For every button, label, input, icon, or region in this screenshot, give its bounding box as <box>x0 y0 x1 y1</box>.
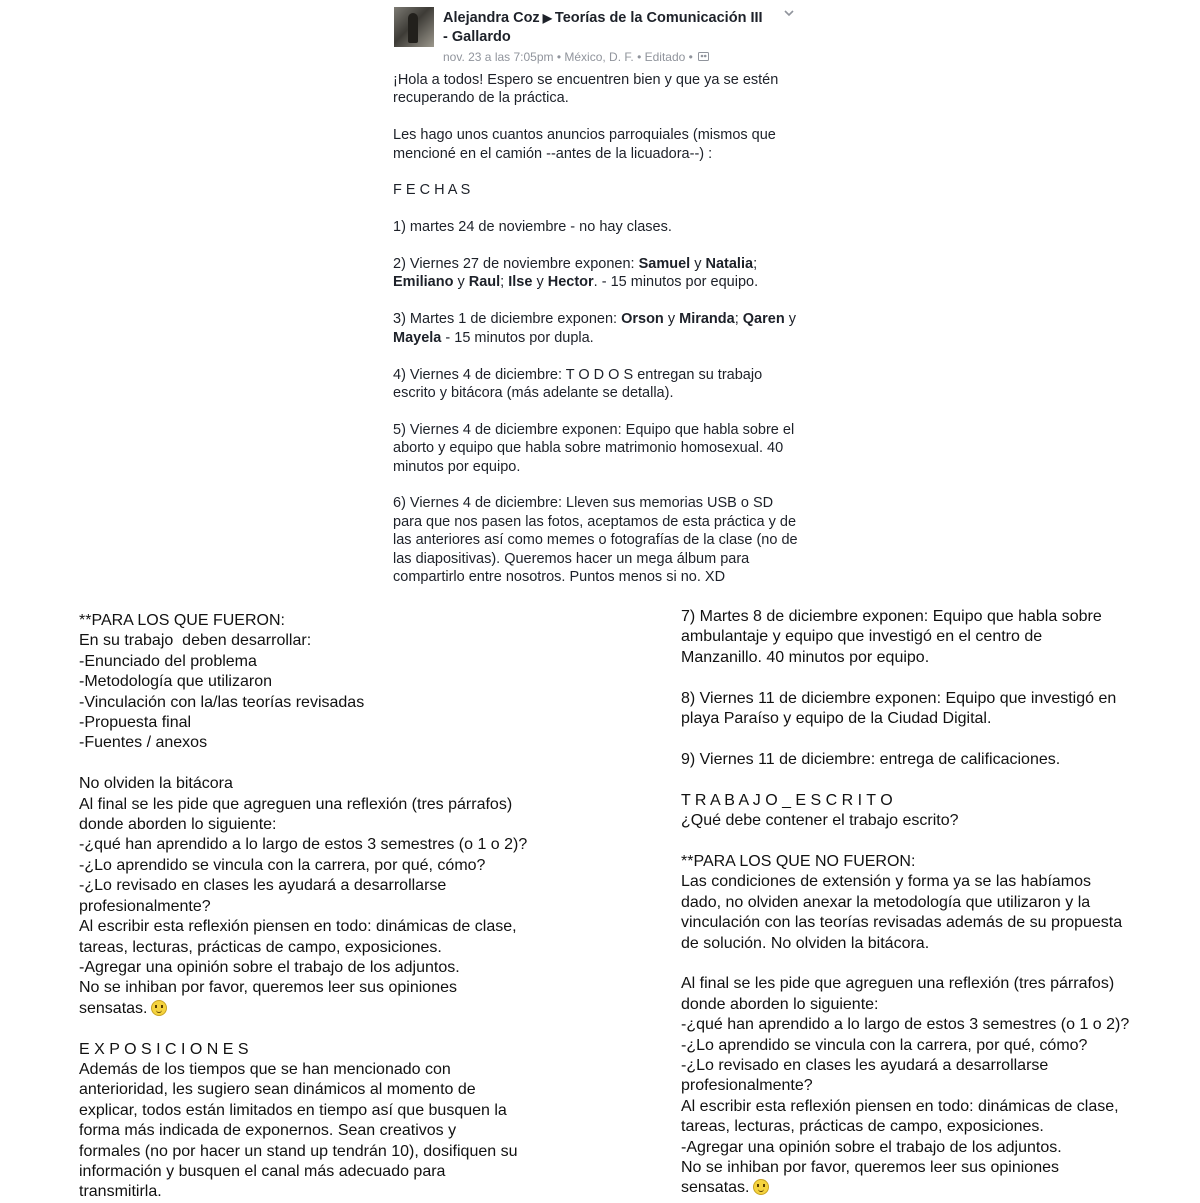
date-item-5: 5) Viernes 4 de diciembre exponen: Equipo que habla sobre el aborto y equipo que habla sobre matrimonio homosexual. 40 minutos por equipo. <box>393 421 799 475</box>
left-text-column <box>79 611 639 1203</box>
post-meta <box>443 50 773 64</box>
name-samuel: Samuel <box>638 256 691 273</box>
connector: y <box>453 274 469 291</box>
name-raul: Raul <box>468 274 501 291</box>
avatar-figure <box>408 13 418 43</box>
separator: ; <box>734 311 743 328</box>
author-avatar[interactable] <box>394 7 434 47</box>
name-emiliano: Emiliano <box>393 274 454 291</box>
name-hector: Hector <box>547 274 594 291</box>
date-item-2-tail: . - 15 minutos por equipo. <box>593 274 759 291</box>
intro-paragraph: Les hago unos cuantos anuncios parroquiales (mismos que mencioné en el camión --antes de la licuadora--) : <box>393 127 780 162</box>
smiley-icon <box>151 1000 167 1016</box>
date-item-3 <box>393 311 800 345</box>
name-natalia: Natalia <box>705 256 754 273</box>
group-name[interactable]: Teorías de la Comunicación III <box>554 10 763 26</box>
connector: y <box>532 274 548 291</box>
smiley-icon <box>753 1179 769 1195</box>
post-body <box>393 71 805 586</box>
post-header <box>393 5 805 65</box>
date-item-4: 4) Viernes 4 de diciembre: T O D O S entregan su trabajo escrito y bitácora (más adelante se detalla). <box>393 366 767 401</box>
post-title <box>443 9 773 47</box>
connector: y <box>690 256 706 273</box>
date-item-1: 1) martes 24 de noviembre - no hay clases. <box>393 219 672 236</box>
name-orson: Orson <box>621 311 664 328</box>
exposiciones-section: E X P O S I C I O N E S Además de los tiempos que se han mencionado con anterioridad, les sugiero sean dinámicos al momento de explicar, todos están limitados en tiempo así que busquen la forma más indicada de exponernos. Sean creativos y formales (no por hacer un stand up tendrán 10), dosifiquen su información y busquen el canal más adecuado para transmitirla. <box>79 1040 518 1201</box>
right-text-column <box>681 607 1151 1199</box>
date-item-2-text: 2) Viernes 27 de noviembre exponen: <box>393 256 639 273</box>
chevron-down-icon[interactable] <box>783 7 795 19</box>
triangle-right-icon: ▶ <box>542 11 552 25</box>
date-item-3-tail: - 15 minutos por dupla. <box>441 329 594 346</box>
separator: ; <box>753 256 758 273</box>
group-name-continued[interactable]: - Gallardo <box>443 29 511 45</box>
name-qaren: Qaren <box>742 311 785 328</box>
connector: y <box>663 311 680 328</box>
name-miranda: Miranda <box>679 311 735 328</box>
para-los-que-fueron-section: **PARA LOS QUE FUERON: En su trabajo deben desarrollar: -Enunciado del problema -Metodología que utilizaron -Vinculación con la/las teorías revisadas -Propuesta final -Fuentes / anexos No olviden la bitácora Al final se les pide que agreguen una reflexión (tres párrafos) donde aborden lo siguiente: -¿qué han aprendido a lo largo de estos 3 semestres (o 1 o 2)? -¿Lo aprendido se vincula con la carrera, por qué, cómo? -¿Lo revisado en clases les ayudará a desarrollarse profesionalmente? Al escribir esta reflexión piensen en todo: dinámicas de clase, tareas, lecturas, prácticas de campo, exposiciones. -Agregar una opinión sobre el trabajo de los adjuntos. No se inhiban por favor, queremos leer sus opiniones sensatas. <box>79 612 528 1017</box>
facebook-post <box>393 5 805 586</box>
separator: ; <box>500 274 509 291</box>
post-header-text <box>443 9 773 64</box>
right-column-text: 7) Martes 8 de diciembre exponen: Equipo que habla sobre ambulantaje y equipo que investigó en el centro de Manzanillo. 40 minutos por equipo. 8) Viernes 11 de diciembre exponen: Equipo que investigó en playa Paraíso y equipo de la Ciudad Digital. 9) Viernes 11 de diciembre: entrega de calificaciones. T R A B A J O _ E S C R I T O ¿Qué debe contener el trabajo escrito? **PARA LOS QUE NO FUERON: Las condiciones de extensión y forma ya se las habíamos dado, no olviden anexar la metodología que utilizaron y la vinculación con las teorías revisadas además de su propuesta de solución. No olviden la bitácora. Al final se les pide que agreguen una reflexión (tres párrafos) donde aborden lo siguiente: -¿qué han aprendido a lo largo de estos 3 semestres (o 1 o 2)? -¿Lo aprendido se vincula con la carrera, por qué, cómo? -¿Lo revisado en clases les ayudará a desarrollarse profesionalmente? Al escribir esta reflexión piensen en todo: dinámicas de clase, tareas, lecturas, prácticas de campo, exposiciones. -Agregar una opinión sobre el trabajo de los adjuntos. No se inhiban por favor, queremos leer sus opiniones sensatas. <box>681 608 1130 1197</box>
name-ilse: Ilse <box>508 274 533 291</box>
date-item-2 <box>393 256 761 290</box>
post-timestamp[interactable]: nov. 23 a las 7:05pm • México, D. F. • Editado • <box>443 50 693 64</box>
group-audience-icon <box>698 51 709 62</box>
date-item-3-text: 3) Martes 1 de diciembre exponen: <box>393 311 622 328</box>
author-name[interactable]: Alejandra Coz <box>443 10 540 26</box>
name-mayela: Mayela <box>393 329 442 346</box>
connector: y <box>784 311 796 328</box>
greeting-paragraph: ¡Hola a todos! Espero se encuentren bien y que ya se estén recuperando de la práctica. <box>393 72 783 107</box>
date-item-6: 6) Viernes 4 de diciembre: Lleven sus memorias USB o SD para que nos pasen las fotos, aceptamos de esta práctica y de las anteriores así como memes o fotografías de la clase (no de las diapositivas). Queremos hacer un mega álbum para compartirlo entre nosotros. Puntos menos si no. XD <box>393 495 802 585</box>
fechas-heading: F E C H A S <box>393 182 471 199</box>
